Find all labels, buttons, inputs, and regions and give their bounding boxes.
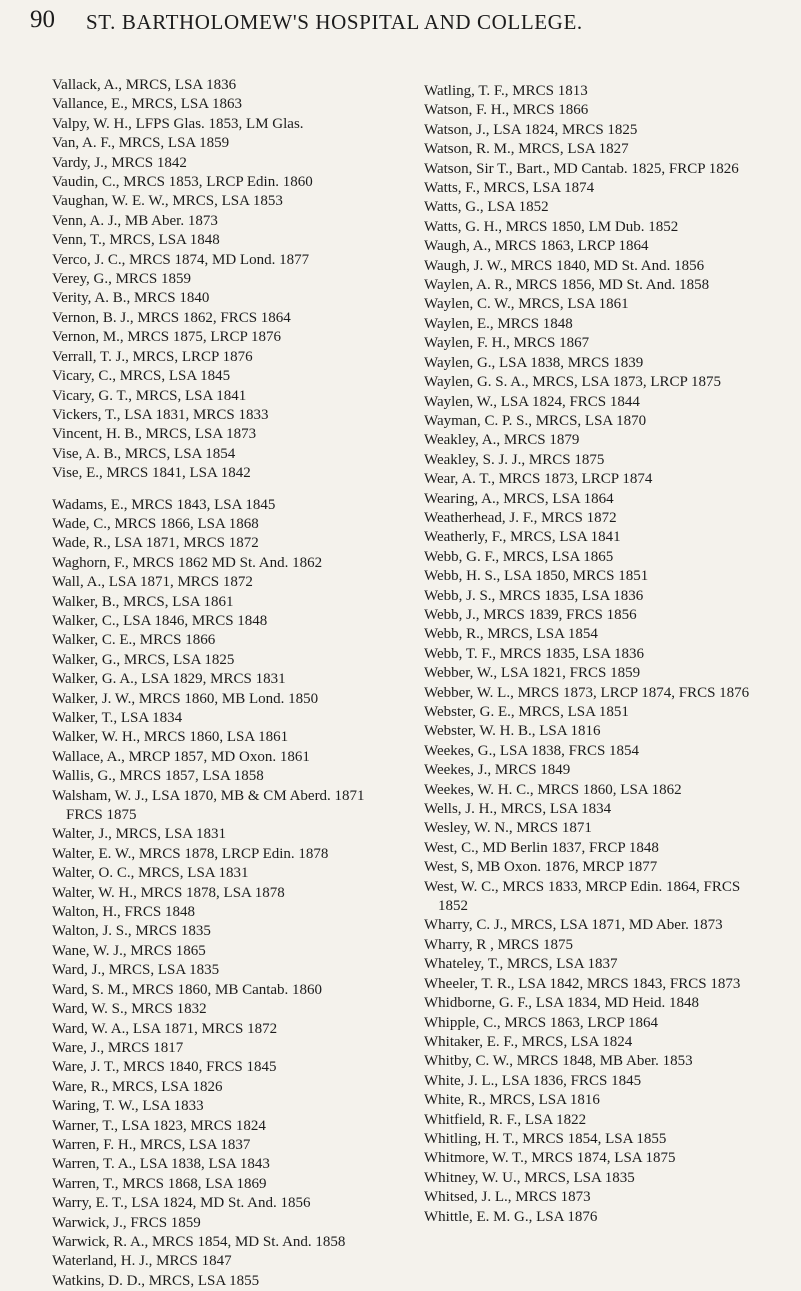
register-entry: Waylen, C. W., MRCS, LSA 1861 bbox=[424, 296, 629, 313]
register-entry: Watts, G. H., MRCS 1850, LM Dub. 1852 bbox=[424, 218, 679, 235]
register-entry: Webb, H. S., LSA 1850, MRCS 1851 bbox=[424, 568, 649, 585]
register-entry: Verey, G., MRCS 1859 bbox=[52, 271, 192, 288]
register-entry: Warwick, J., FRCS 1859 bbox=[52, 1214, 201, 1231]
register-entry: Wallis, G., MRCS 1857, LSA 1858 bbox=[52, 768, 264, 785]
register-entry: Verrall, T. J., MRCS, LRCP 1876 bbox=[52, 348, 253, 365]
register-entry: Watson, Sir T., Bart., MD Cantab. 1825, FRCP 1826 bbox=[424, 160, 739, 177]
register-entry: Weekes, W. H. C., MRCS 1860, LSA 1862 bbox=[424, 781, 682, 798]
register-entry: Watling, T. F., MRCS 1813 bbox=[424, 83, 588, 99]
register-entry: Wheeler, T. R., LSA 1842, MRCS 1843, FRCS 1873 bbox=[424, 975, 741, 992]
register-entry: Waylen, G. S. A., MRCS, LSA 1873, LRCP 1875 bbox=[424, 374, 722, 391]
register-entry: Wall, A., LSA 1871, MRCS 1872 bbox=[52, 574, 253, 591]
register-entry: Vaughan, W. E. W., MRCS, LSA 1853 bbox=[52, 193, 283, 210]
register-entry: Waylen, E., MRCS 1848 bbox=[424, 315, 573, 332]
register-entry: Warren, T., MRCS 1868, LSA 1869 bbox=[52, 1175, 267, 1192]
register-entry: West, C., MD Berlin 1837, FRCP 1848 bbox=[424, 839, 659, 856]
register-entry: Weakley, A., MRCS 1879 bbox=[424, 432, 580, 449]
register-entry: Watson, J., LSA 1824, MRCS 1825 bbox=[424, 121, 638, 138]
register-entry: Walker, J. W., MRCS 1860, MB Lond. 1850 bbox=[52, 690, 319, 707]
register-entry: Vallance, E., MRCS, LSA 1863 bbox=[52, 96, 242, 113]
register-entry: Walton, H., FRCS 1848 bbox=[52, 904, 195, 921]
register-entry: Whitling, H. T., MRCS 1854, LSA 1855 bbox=[424, 1130, 667, 1147]
register-entry: Waylen, G., LSA 1838, MRCS 1839 bbox=[424, 354, 644, 371]
register-entry: White, R., MRCS, LSA 1816 bbox=[424, 1092, 600, 1109]
register-entry: Vickers, T., LSA 1831, MRCS 1833 bbox=[52, 406, 269, 423]
register-entry: Watkins, D. D., MRCS, LSA 1855 bbox=[52, 1272, 260, 1289]
register-entry: Watts, F., MRCS, LSA 1874 bbox=[424, 180, 595, 197]
register-entry: Walter, O. C., MRCS, LSA 1831 bbox=[52, 865, 249, 882]
register-entry: Weakley, S. J. J., MRCS 1875 bbox=[424, 451, 605, 468]
register-entry: Waugh, A., MRCS 1863, LRCP 1864 bbox=[424, 238, 649, 255]
register-entry: Vernon, B. J., MRCS 1862, FRCS 1864 bbox=[52, 309, 291, 326]
left-column bbox=[52, 76, 397, 1291]
register-entry: Whidborne, G. F., LSA 1834, MD Heid. 1848 bbox=[424, 995, 700, 1012]
register-entry: Walker, T., LSA 1834 bbox=[52, 710, 183, 726]
register-entry: Webster, W. H. B., LSA 1816 bbox=[424, 723, 601, 740]
register-entry: Wharry, R , MRCS 1875 bbox=[424, 936, 574, 953]
register-entry: Warry, E. T., LSA 1824, MD St. And. 1856 bbox=[52, 1195, 311, 1212]
register-entry: Ward, W. S., MRCS 1832 bbox=[52, 1001, 207, 1018]
register-entry: Ward, W. A., LSA 1871, MRCS 1872 bbox=[52, 1020, 278, 1037]
register-entry: West, S, MB Oxon. 1876, MRCP 1877 bbox=[424, 859, 658, 876]
register-entry: Waylen, F. H., MRCS 1867 bbox=[424, 335, 590, 352]
register-entry: White, J. L., LSA 1836, FRCS 1845 bbox=[424, 1072, 642, 1089]
register-entry: Wesley, W. N., MRCS 1871 bbox=[424, 820, 592, 837]
register-entry: Vicary, C., MRCS, LSA 1845 bbox=[52, 368, 231, 385]
register-entry: Watson, F. H., MRCS 1866 bbox=[424, 102, 589, 119]
register-entry: Whittle, E. M. G., LSA 1876 bbox=[424, 1208, 598, 1225]
register-entry: Whitmore, W. T., MRCS 1874, LSA 1875 bbox=[424, 1150, 676, 1167]
register-entry: Walsham, W. J., LSA 1870, MB & CM Aberd. 1871 FRCS 1875 bbox=[52, 787, 365, 824]
register-entry: Waghorn, F., MRCS 1862 MD St. And. 1862 bbox=[52, 554, 323, 571]
register-entry: Webster, G. E., MRCS, LSA 1851 bbox=[424, 704, 629, 720]
register-entry: Walker, W. H., MRCS 1860, LSA 1861 bbox=[52, 729, 289, 746]
register-entry: Van, A. F., MRCS, LSA 1859 bbox=[52, 135, 230, 152]
running-title: ST. BARTHOLOMEW'S HOSPITAL AND COLLEGE. bbox=[86, 10, 583, 34]
register-entry: Ware, R., MRCS, LSA 1826 bbox=[52, 1078, 223, 1095]
register-entry: Webb, T. F., MRCS 1835, LSA 1836 bbox=[424, 645, 644, 662]
register-entry: Venn, T., MRCS, LSA 1848 bbox=[52, 232, 220, 249]
register-entry: Waugh, J. W., MRCS 1840, MD St. And. 1856 bbox=[424, 257, 705, 274]
register-entry: Vaudin, C., MRCS 1853, LRCP Edin. 1860 bbox=[52, 174, 313, 191]
register-entry: Wallace, A., MRCP 1857, MD Oxon. 1861 bbox=[52, 748, 310, 765]
register-entry: Walker, C. E., MRCS 1866 bbox=[52, 632, 216, 649]
register-entry: Walton, J. S., MRCS 1835 bbox=[52, 923, 211, 940]
register-entry: Weekes, G., LSA 1838, FRCS 1854 bbox=[424, 742, 640, 759]
register-entry: Webber, W., LSA 1821, FRCS 1859 bbox=[424, 665, 641, 682]
register-entry: West, W. C., MRCS 1833, MRCP Edin. 1864, FRCS 1852 bbox=[424, 878, 741, 915]
right-column bbox=[424, 82, 769, 1227]
register-entry: Walker, G. A., LSA 1829, MRCS 1831 bbox=[52, 671, 286, 688]
register-entry: Walter, J., MRCS, LSA 1831 bbox=[52, 826, 227, 843]
register-entry: Warner, T., LSA 1823, MRCS 1824 bbox=[52, 1117, 266, 1134]
register-entry: Vise, A. B., MRCS, LSA 1854 bbox=[52, 445, 236, 462]
register-entry: Waterland, H. J., MRCS 1847 bbox=[52, 1253, 232, 1270]
register-entry: Vincent, H. B., MRCS, LSA 1873 bbox=[52, 426, 257, 443]
register-entry: Wane, W. J., MRCS 1865 bbox=[52, 942, 206, 959]
register-entry: Vicary, G. T., MRCS, LSA 1841 bbox=[52, 387, 247, 404]
register-entry: Walker, C., LSA 1846, MRCS 1848 bbox=[52, 612, 268, 629]
page-number: 90 bbox=[30, 6, 55, 33]
register-entry: Wayman, C. P. S., MRCS, LSA 1870 bbox=[424, 412, 647, 429]
register-entry: Ware, J. T., MRCS 1840, FRCS 1845 bbox=[52, 1059, 277, 1076]
register-entry: Webb, R., MRCS, LSA 1854 bbox=[424, 626, 598, 643]
register-entry: Ward, S. M., MRCS 1860, MB Cantab. 1860 bbox=[52, 981, 323, 998]
register-entry: Warren, T. A., LSA 1838, LSA 1843 bbox=[52, 1156, 270, 1173]
register-entry: Verco, J. C., MRCS 1874, MD Lond. 1877 bbox=[52, 251, 310, 268]
register-entry: Wear, A. T., MRCS 1873, LRCP 1874 bbox=[424, 471, 653, 488]
register-entry: Waylen, A. R., MRCS 1856, MD St. And. 1858 bbox=[424, 277, 710, 294]
register-entry: Warren, F. H., MRCS, LSA 1837 bbox=[52, 1136, 251, 1153]
register-entry: Wadams, E., MRCS 1843, LSA 1845 bbox=[52, 496, 276, 513]
register-entry: Walker, G., MRCS, LSA 1825 bbox=[52, 651, 235, 668]
register-entry: Ward, J., MRCS, LSA 1835 bbox=[52, 962, 220, 979]
register-entry: Wade, C., MRCS 1866, LSA 1868 bbox=[52, 515, 259, 532]
page-header bbox=[24, 6, 784, 40]
register-entry: Walker, B., MRCS, LSA 1861 bbox=[52, 593, 234, 610]
register-entry: Webb, G. F., MRCS, LSA 1865 bbox=[424, 548, 614, 565]
register-entry: Whitney, W. U., MRCS, LSA 1835 bbox=[424, 1169, 635, 1186]
register-entry: Whipple, C., MRCS 1863, LRCP 1864 bbox=[424, 1014, 659, 1031]
register-entry: Warwick, R. A., MRCS 1854, MD St. And. 1858 bbox=[52, 1233, 346, 1250]
register-entry: Vernon, M., MRCS 1875, LRCP 1876 bbox=[52, 329, 282, 346]
register-entry: Whitfield, R. F., LSA 1822 bbox=[424, 1111, 587, 1128]
register-entry: Webb, J. S., MRCS 1835, LSA 1836 bbox=[424, 587, 644, 604]
register-entry: Vallack, A., MRCS, LSA 1836 bbox=[52, 77, 237, 93]
register-entry: Wearing, A., MRCS, LSA 1864 bbox=[424, 490, 614, 507]
register-entry: Watson, R. M., MRCS, LSA 1827 bbox=[424, 141, 629, 158]
register-entry: Whitsed, J. L., MRCS 1873 bbox=[424, 1189, 591, 1206]
register-entry: Whitaker, E. F., MRCS, LSA 1824 bbox=[424, 1033, 633, 1050]
register-entry: Weatherly, F., MRCS, LSA 1841 bbox=[424, 529, 621, 546]
register-entry: Wharry, C. J., MRCS, LSA 1871, MD Aber. 1873 bbox=[424, 917, 723, 934]
register-entry: Vardy, J., MRCS 1842 bbox=[52, 154, 187, 171]
register-entry: Weatherhead, J. F., MRCS 1872 bbox=[424, 509, 617, 526]
register-entry: Webber, W. L., MRCS 1873, LRCP 1874, FRCS 1876 bbox=[424, 684, 750, 701]
register-entry: Walter, W. H., MRCS 1878, LSA 1878 bbox=[52, 884, 285, 901]
register-entry: Valpy, W. H., LFPS Glas. 1853, LM Glas. bbox=[52, 115, 304, 132]
register-entry: Whateley, T., MRCS, LSA 1837 bbox=[424, 956, 618, 973]
register-entry: Venn, A. J., MB Aber. 1873 bbox=[52, 212, 218, 229]
register-entry: Verity, A. B., MRCS 1840 bbox=[52, 290, 210, 307]
register-entry: Wells, J. H., MRCS, LSA 1834 bbox=[424, 801, 612, 818]
register-entry: Waring, T. W., LSA 1833 bbox=[52, 1098, 204, 1115]
register-entry: Whitby, C. W., MRCS 1848, MB Aber. 1853 bbox=[424, 1053, 693, 1070]
register-entry: Waylen, W., LSA 1824, FRCS 1844 bbox=[424, 393, 640, 410]
register-entry: Walter, E. W., MRCS 1878, LRCP Edin. 1878 bbox=[52, 845, 329, 862]
register-entry: Webb, J., MRCS 1839, FRCS 1856 bbox=[424, 606, 637, 623]
register-entry: Wade, R., LSA 1871, MRCS 1872 bbox=[52, 535, 259, 552]
register-entry: Vise, E., MRCS 1841, LSA 1842 bbox=[52, 465, 251, 482]
register-entry: Ware, J., MRCS 1817 bbox=[52, 1039, 184, 1056]
register-entry: Weekes, J., MRCS 1849 bbox=[424, 762, 571, 779]
register-entry: Watts, G., LSA 1852 bbox=[424, 199, 549, 216]
